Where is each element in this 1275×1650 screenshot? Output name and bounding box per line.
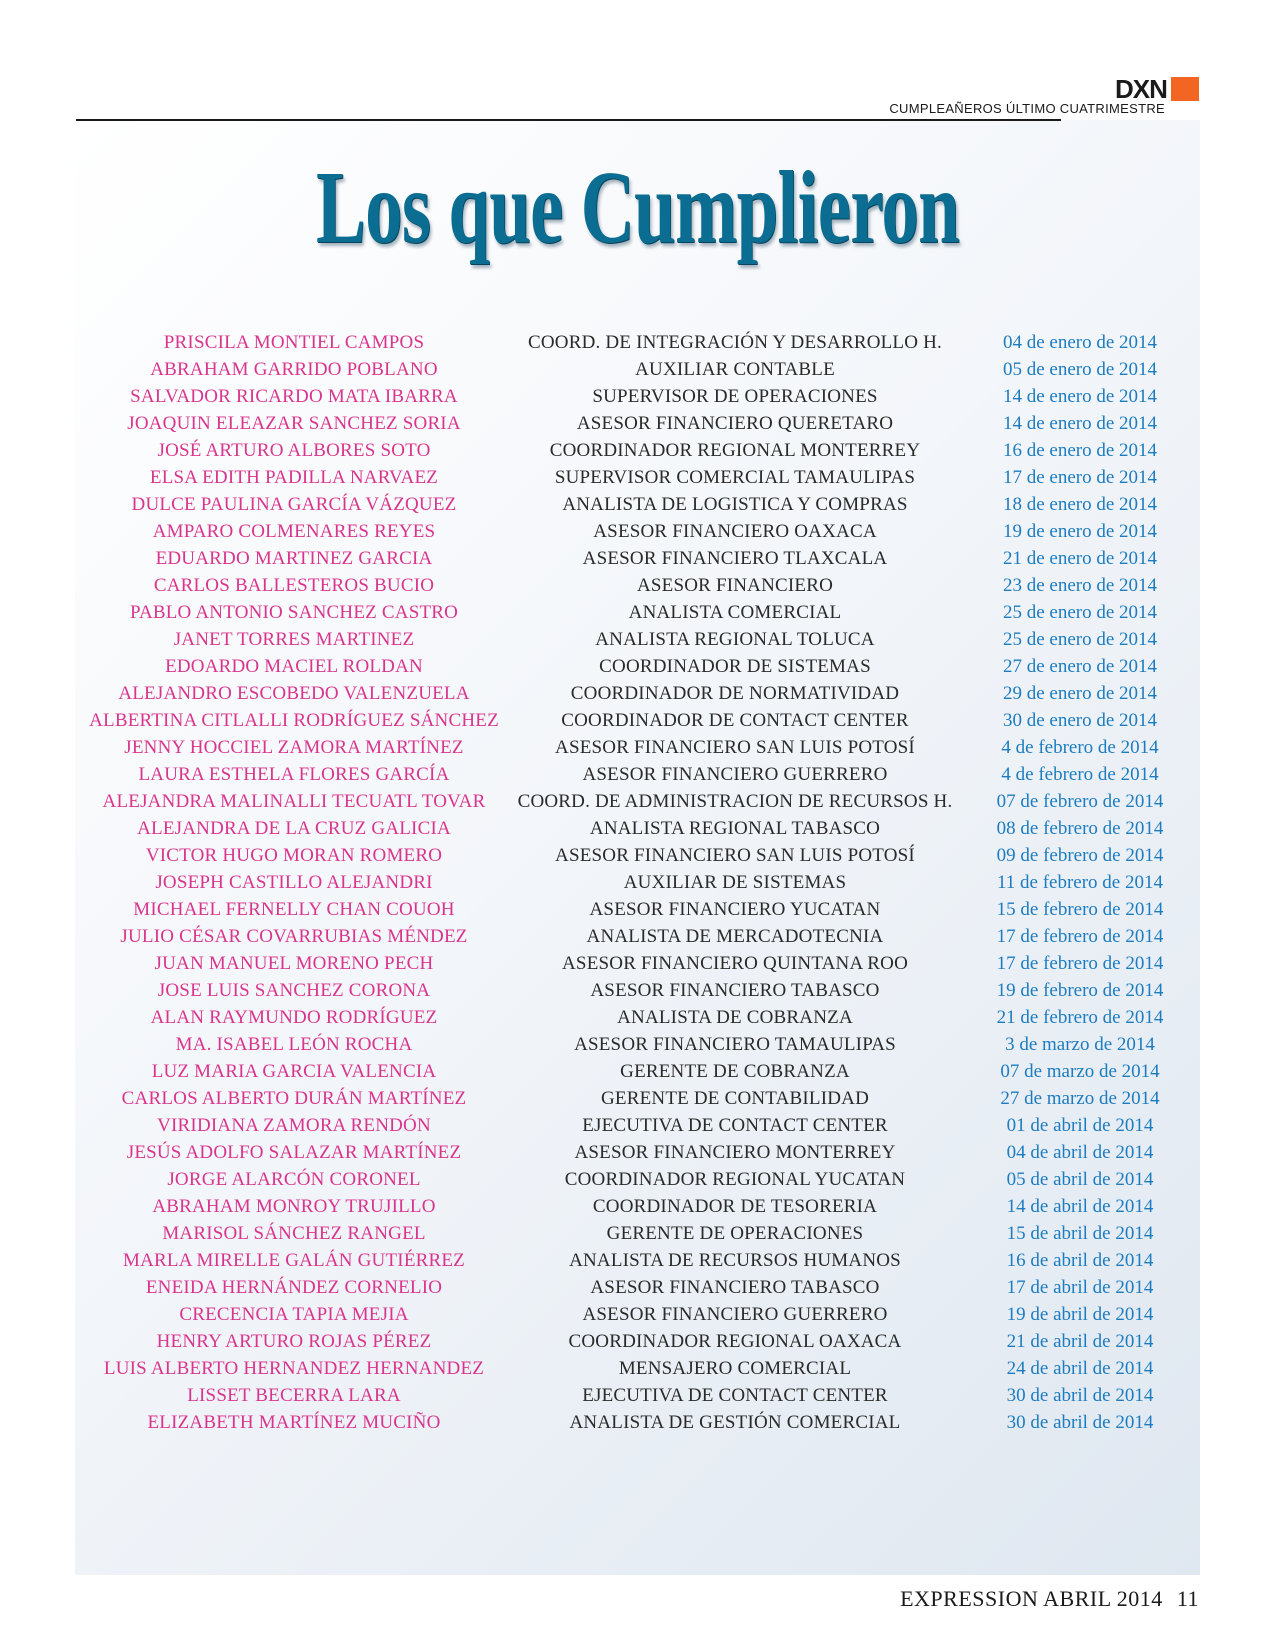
employee-position: ASESOR FINANCIERO MONTERREY xyxy=(574,1142,896,1163)
list-item xyxy=(0,1193,1275,1220)
list-item xyxy=(0,869,1275,896)
birthday-date: 16 de enero de 2014 xyxy=(1002,440,1158,461)
list-item xyxy=(0,1004,1275,1031)
list-item xyxy=(0,437,1275,464)
list-item xyxy=(0,1058,1275,1085)
birthday-date: 27 de enero de 2014 xyxy=(1002,656,1158,677)
birthday-date: 05 de enero de 2014 xyxy=(1002,359,1158,380)
list-item xyxy=(0,815,1275,842)
birthday-date: 09 de febrero de 2014 xyxy=(996,845,1164,866)
employee-name: JENNY HOCCIEL ZAMORA MARTÍNEZ xyxy=(124,737,464,758)
birthday-date: 17 de abril de 2014 xyxy=(1006,1277,1154,1298)
birthday-date: 21 de enero de 2014 xyxy=(1002,548,1158,569)
employee-position: ANALISTA DE MERCADOTECNIA xyxy=(586,926,884,947)
employee-name: PABLO ANTONIO SANCHEZ CASTRO xyxy=(129,602,459,623)
birthday-date: 19 de abril de 2014 xyxy=(1006,1304,1154,1325)
employee-name: ENEIDA HERNÁNDEZ CORNELIO xyxy=(145,1277,443,1298)
list-item xyxy=(0,626,1275,653)
employee-position: ANALISTA DE RECURSOS HUMANOS xyxy=(569,1250,901,1271)
birthday-date: 15 de febrero de 2014 xyxy=(996,899,1164,920)
employee-name: MARISOL SÁNCHEZ RANGEL xyxy=(162,1223,426,1244)
list-item xyxy=(0,1274,1275,1301)
list-item xyxy=(0,977,1275,1004)
employee-name: ALAN RAYMUNDO RODRÍGUEZ xyxy=(150,1007,438,1028)
list-item xyxy=(0,491,1275,518)
birthday-date: 05 de abril de 2014 xyxy=(1006,1169,1154,1190)
birthday-date: 14 de enero de 2014 xyxy=(1002,413,1158,434)
employee-name: CRECENCIA TAPIA MEJIA xyxy=(179,1304,409,1325)
employee-name: MICHAEL FERNELLY CHAN COUOH xyxy=(133,899,455,920)
employee-name: JOSÉ ARTURO ALBORES SOTO xyxy=(157,440,431,461)
list-item xyxy=(0,1301,1275,1328)
list-item xyxy=(0,410,1275,437)
publication-label: EXPRESSION ABRIL 2014 xyxy=(900,1586,1163,1611)
employee-name: ALEJANDRA DE LA CRUZ GALICIA xyxy=(137,818,451,839)
birthday-date: 25 de enero de 2014 xyxy=(1002,602,1158,623)
employee-name: ALEJANDRA MALINALLI TECUATL TOVAR xyxy=(102,791,486,812)
employee-name: LAURA ESTHELA FLORES GARCÍA xyxy=(138,764,450,785)
birthday-date: 18 de enero de 2014 xyxy=(1002,494,1158,515)
list-item xyxy=(0,923,1275,950)
employee-position: GERENTE DE OPERACIONES xyxy=(606,1223,864,1244)
section-label: CUMPLEAÑEROS ÚLTIMO CUATRIMESTRE xyxy=(889,101,1165,116)
list-item xyxy=(0,545,1275,572)
employee-position: ASESOR FINANCIERO GUERRERO xyxy=(582,1304,888,1325)
birthday-date: 01 de abril de 2014 xyxy=(1006,1115,1154,1136)
birthday-date: 3 de marzo de 2014 xyxy=(1005,1034,1155,1055)
birthday-date: 19 de enero de 2014 xyxy=(1002,521,1158,542)
employee-name: ELIZABETH MARTÍNEZ MUCIÑO xyxy=(147,1412,441,1433)
employee-position: ANALISTA DE LOGISTICA Y COMPRAS xyxy=(562,494,908,515)
list-item xyxy=(0,1382,1275,1409)
birthday-date: 04 de enero de 2014 xyxy=(1002,332,1158,353)
list-item xyxy=(0,356,1275,383)
page-title: Los que Cumplieron xyxy=(315,150,960,265)
list-item xyxy=(0,383,1275,410)
birthday-date: 14 de abril de 2014 xyxy=(1006,1196,1154,1217)
employee-name: DULCE PAULINA GARCÍA VÁZQUEZ xyxy=(131,494,457,515)
employee-name: LISSET BECERRA LARA xyxy=(187,1385,401,1406)
birthday-date: 30 de abril de 2014 xyxy=(1006,1412,1154,1433)
employee-name: SALVADOR RICARDO MATA IBARRA xyxy=(130,386,458,407)
birthday-date: 29 de enero de 2014 xyxy=(1002,683,1158,704)
employee-name: JUAN MANUEL MORENO PECH xyxy=(154,953,434,974)
employee-position: COORDINADOR DE TESORERIA xyxy=(592,1196,878,1217)
list-item xyxy=(0,1409,1275,1436)
list-item xyxy=(0,572,1275,599)
employee-position: ANALISTA REGIONAL TABASCO xyxy=(589,818,881,839)
birthday-date: 07 de marzo de 2014 xyxy=(1000,1061,1160,1082)
employee-name: JOSE LUIS SANCHEZ CORONA xyxy=(157,980,431,1001)
birthday-date: 17 de febrero de 2014 xyxy=(996,926,1164,947)
birthday-date: 30 de abril de 2014 xyxy=(1006,1385,1154,1406)
employee-position: ASESOR FINANCIERO SAN LUIS POTOSÍ xyxy=(555,845,915,866)
employee-name: CARLOS ALBERTO DURÁN MARTÍNEZ xyxy=(121,1088,467,1109)
employee-position: MENSAJERO COMERCIAL xyxy=(618,1358,852,1379)
list-item xyxy=(0,1247,1275,1274)
employee-name: JOSEPH CASTILLO ALEJANDRI xyxy=(155,872,433,893)
list-item xyxy=(0,1031,1275,1058)
employee-position: COORDINADOR DE CONTACT CENTER xyxy=(561,710,909,731)
list-item xyxy=(0,1355,1275,1382)
list-item xyxy=(0,653,1275,680)
employee-name: ALBERTINA CITLALLI RODRÍGUEZ SÁNCHEZ xyxy=(89,710,499,731)
employee-position: ASESOR FINANCIERO GUERRERO xyxy=(582,764,888,785)
employee-position: ASESOR FINANCIERO QUERETARO xyxy=(576,413,894,434)
employee-position: COORDINADOR REGIONAL YUCATAN xyxy=(564,1169,906,1190)
employee-name: JORGE ALARCÓN CORONEL xyxy=(167,1169,421,1190)
header-rule xyxy=(76,119,1061,121)
employee-position: COORDINADOR REGIONAL OAXACA xyxy=(568,1331,902,1352)
list-item xyxy=(0,599,1275,626)
birthday-date: 30 de enero de 2014 xyxy=(1002,710,1158,731)
employee-name: JESÚS ADOLFO SALAZAR MARTÍNEZ xyxy=(126,1142,462,1163)
birthday-date: 19 de febrero de 2014 xyxy=(996,980,1164,1001)
list-item xyxy=(0,680,1275,707)
employee-name: EDOARDO MACIEL ROLDAN xyxy=(165,656,423,677)
employee-name: EDUARDO MARTINEZ GARCIA xyxy=(155,548,433,569)
list-item xyxy=(0,1328,1275,1355)
employee-position: EJECUTIVA DE CONTACT CENTER xyxy=(582,1115,888,1136)
list-item xyxy=(0,329,1275,356)
employee-position: AUXILIAR CONTABLE xyxy=(635,359,835,380)
employee-position: ANALISTA DE COBRANZA xyxy=(617,1007,853,1028)
list-item xyxy=(0,1085,1275,1112)
birthday-date: 21 de abril de 2014 xyxy=(1006,1331,1154,1352)
employee-name: MARLA MIRELLE GALÁN GUTIÉRREZ xyxy=(123,1250,465,1271)
employee-name: JOAQUIN ELEAZAR SANCHEZ SORIA xyxy=(127,413,461,434)
list-item xyxy=(0,761,1275,788)
birthday-date: 24 de abril de 2014 xyxy=(1006,1358,1154,1379)
employee-name: HENRY ARTURO ROJAS PÉREZ xyxy=(156,1331,432,1352)
page-number: 11 xyxy=(1176,1586,1199,1611)
employee-position: GERENTE DE CONTABILIDAD xyxy=(601,1088,869,1109)
employee-name: ALEJANDRO ESCOBEDO VALENZUELA xyxy=(118,683,470,704)
birthday-date: 4 de febrero de 2014 xyxy=(1001,764,1159,785)
employee-position: SUPERVISOR COMERCIAL TAMAULIPAS xyxy=(554,467,916,488)
employee-position: ASESOR FINANCIERO TAMAULIPAS xyxy=(574,1034,896,1055)
employee-position: COORDINADOR DE NORMATIVIDAD xyxy=(570,683,900,704)
birthday-date: 23 de enero de 2014 xyxy=(1002,575,1158,596)
employee-position: ASESOR FINANCIERO TABASCO xyxy=(590,1277,880,1298)
employee-position: COORD. DE ADMINISTRACION DE RECURSOS H. xyxy=(517,791,953,812)
employee-name: ELSA EDITH PADILLA NARVAEZ xyxy=(149,467,439,488)
employee-position: ASESOR FINANCIERO TLAXCALA xyxy=(582,548,888,569)
employee-position: ANALISTA DE GESTIÓN COMERCIAL xyxy=(569,1412,901,1433)
birthday-date: 4 de febrero de 2014 xyxy=(1001,737,1159,758)
list-item xyxy=(0,950,1275,977)
employee-position: SUPERVISOR DE OPERACIONES xyxy=(592,386,878,407)
list-item xyxy=(0,464,1275,491)
employee-name: VICTOR HUGO MORAN ROMERO xyxy=(145,845,443,866)
employee-name: JANET TORRES MARTINEZ xyxy=(173,629,415,650)
birthday-date: 04 de abril de 2014 xyxy=(1006,1142,1154,1163)
birthday-date: 15 de abril de 2014 xyxy=(1006,1223,1154,1244)
birthday-date: 21 de febrero de 2014 xyxy=(996,1007,1164,1028)
employee-name: CARLOS BALLESTEROS BUCIO xyxy=(153,575,435,596)
employee-position: ASESOR FINANCIERO TABASCO xyxy=(590,980,880,1001)
list-item xyxy=(0,1112,1275,1139)
birthday-date: 17 de febrero de 2014 xyxy=(996,953,1164,974)
logo-accent-square xyxy=(1171,77,1199,101)
list-item xyxy=(0,1220,1275,1247)
employee-position: AUXILIAR DE SISTEMAS xyxy=(623,872,847,893)
employee-name: MA. ISABEL LEÓN ROCHA xyxy=(175,1034,413,1055)
list-item xyxy=(0,518,1275,545)
employee-position: COORDINADOR REGIONAL MONTERREY xyxy=(549,440,921,461)
employee-position: COORDINADOR DE SISTEMAS xyxy=(599,656,871,677)
birthday-date: 14 de enero de 2014 xyxy=(1002,386,1158,407)
list-item xyxy=(0,1139,1275,1166)
employee-position: GERENTE DE COBRANZA xyxy=(620,1061,850,1082)
employee-position: COORD. DE INTEGRACIÓN Y DESARROLLO H. xyxy=(528,332,942,353)
employee-name: ABRAHAM MONROY TRUJILLO xyxy=(152,1196,436,1217)
employee-name: LUZ MARIA GARCIA VALENCIA xyxy=(151,1061,437,1082)
employee-position: ASESOR FINANCIERO YUCATAN xyxy=(589,899,881,920)
employee-position: EJECUTIVA DE CONTACT CENTER xyxy=(582,1385,888,1406)
employee-position: ASESOR FINANCIERO QUINTANA ROO xyxy=(562,953,908,974)
employee-position: ANALISTA REGIONAL TOLUCA xyxy=(595,629,875,650)
birthday-date: 17 de enero de 2014 xyxy=(1002,467,1158,488)
list-item xyxy=(0,1166,1275,1193)
list-item xyxy=(0,896,1275,923)
employee-position: ASESOR FINANCIERO SAN LUIS POTOSÍ xyxy=(555,737,915,758)
dxn-logo: DXN xyxy=(1115,74,1167,104)
employee-name: PRISCILA MONTIEL CAMPOS xyxy=(163,332,425,353)
employee-name: LUIS ALBERTO HERNANDEZ HERNANDEZ xyxy=(103,1358,485,1379)
birthday-date: 16 de abril de 2014 xyxy=(1006,1250,1154,1271)
birthday-date: 27 de marzo de 2014 xyxy=(1000,1088,1160,1109)
birthday-date: 11 de febrero de 2014 xyxy=(996,872,1163,893)
employee-name: AMPARO COLMENARES REYES xyxy=(152,521,436,542)
list-item xyxy=(0,734,1275,761)
list-item xyxy=(0,842,1275,869)
list-item xyxy=(0,788,1275,815)
employee-position: ANALISTA COMERCIAL xyxy=(628,602,842,623)
employee-position: ASESOR FINANCIERO xyxy=(636,575,834,596)
birthday-date: 07 de febrero de 2014 xyxy=(996,791,1164,812)
employee-name: VIRIDIANA ZAMORA RENDÓN xyxy=(157,1115,431,1136)
list-item xyxy=(0,707,1275,734)
employee-name: JULIO CÉSAR COVARRUBIAS MÉNDEZ xyxy=(120,926,468,947)
birthday-list xyxy=(0,329,1275,1436)
page-footer xyxy=(900,1586,1199,1612)
employee-position: ASESOR FINANCIERO OAXACA xyxy=(593,521,877,542)
birthday-date: 25 de enero de 2014 xyxy=(1002,629,1158,650)
employee-name: ABRAHAM GARRIDO POBLANO xyxy=(150,359,438,380)
birthday-date: 08 de febrero de 2014 xyxy=(996,818,1164,839)
